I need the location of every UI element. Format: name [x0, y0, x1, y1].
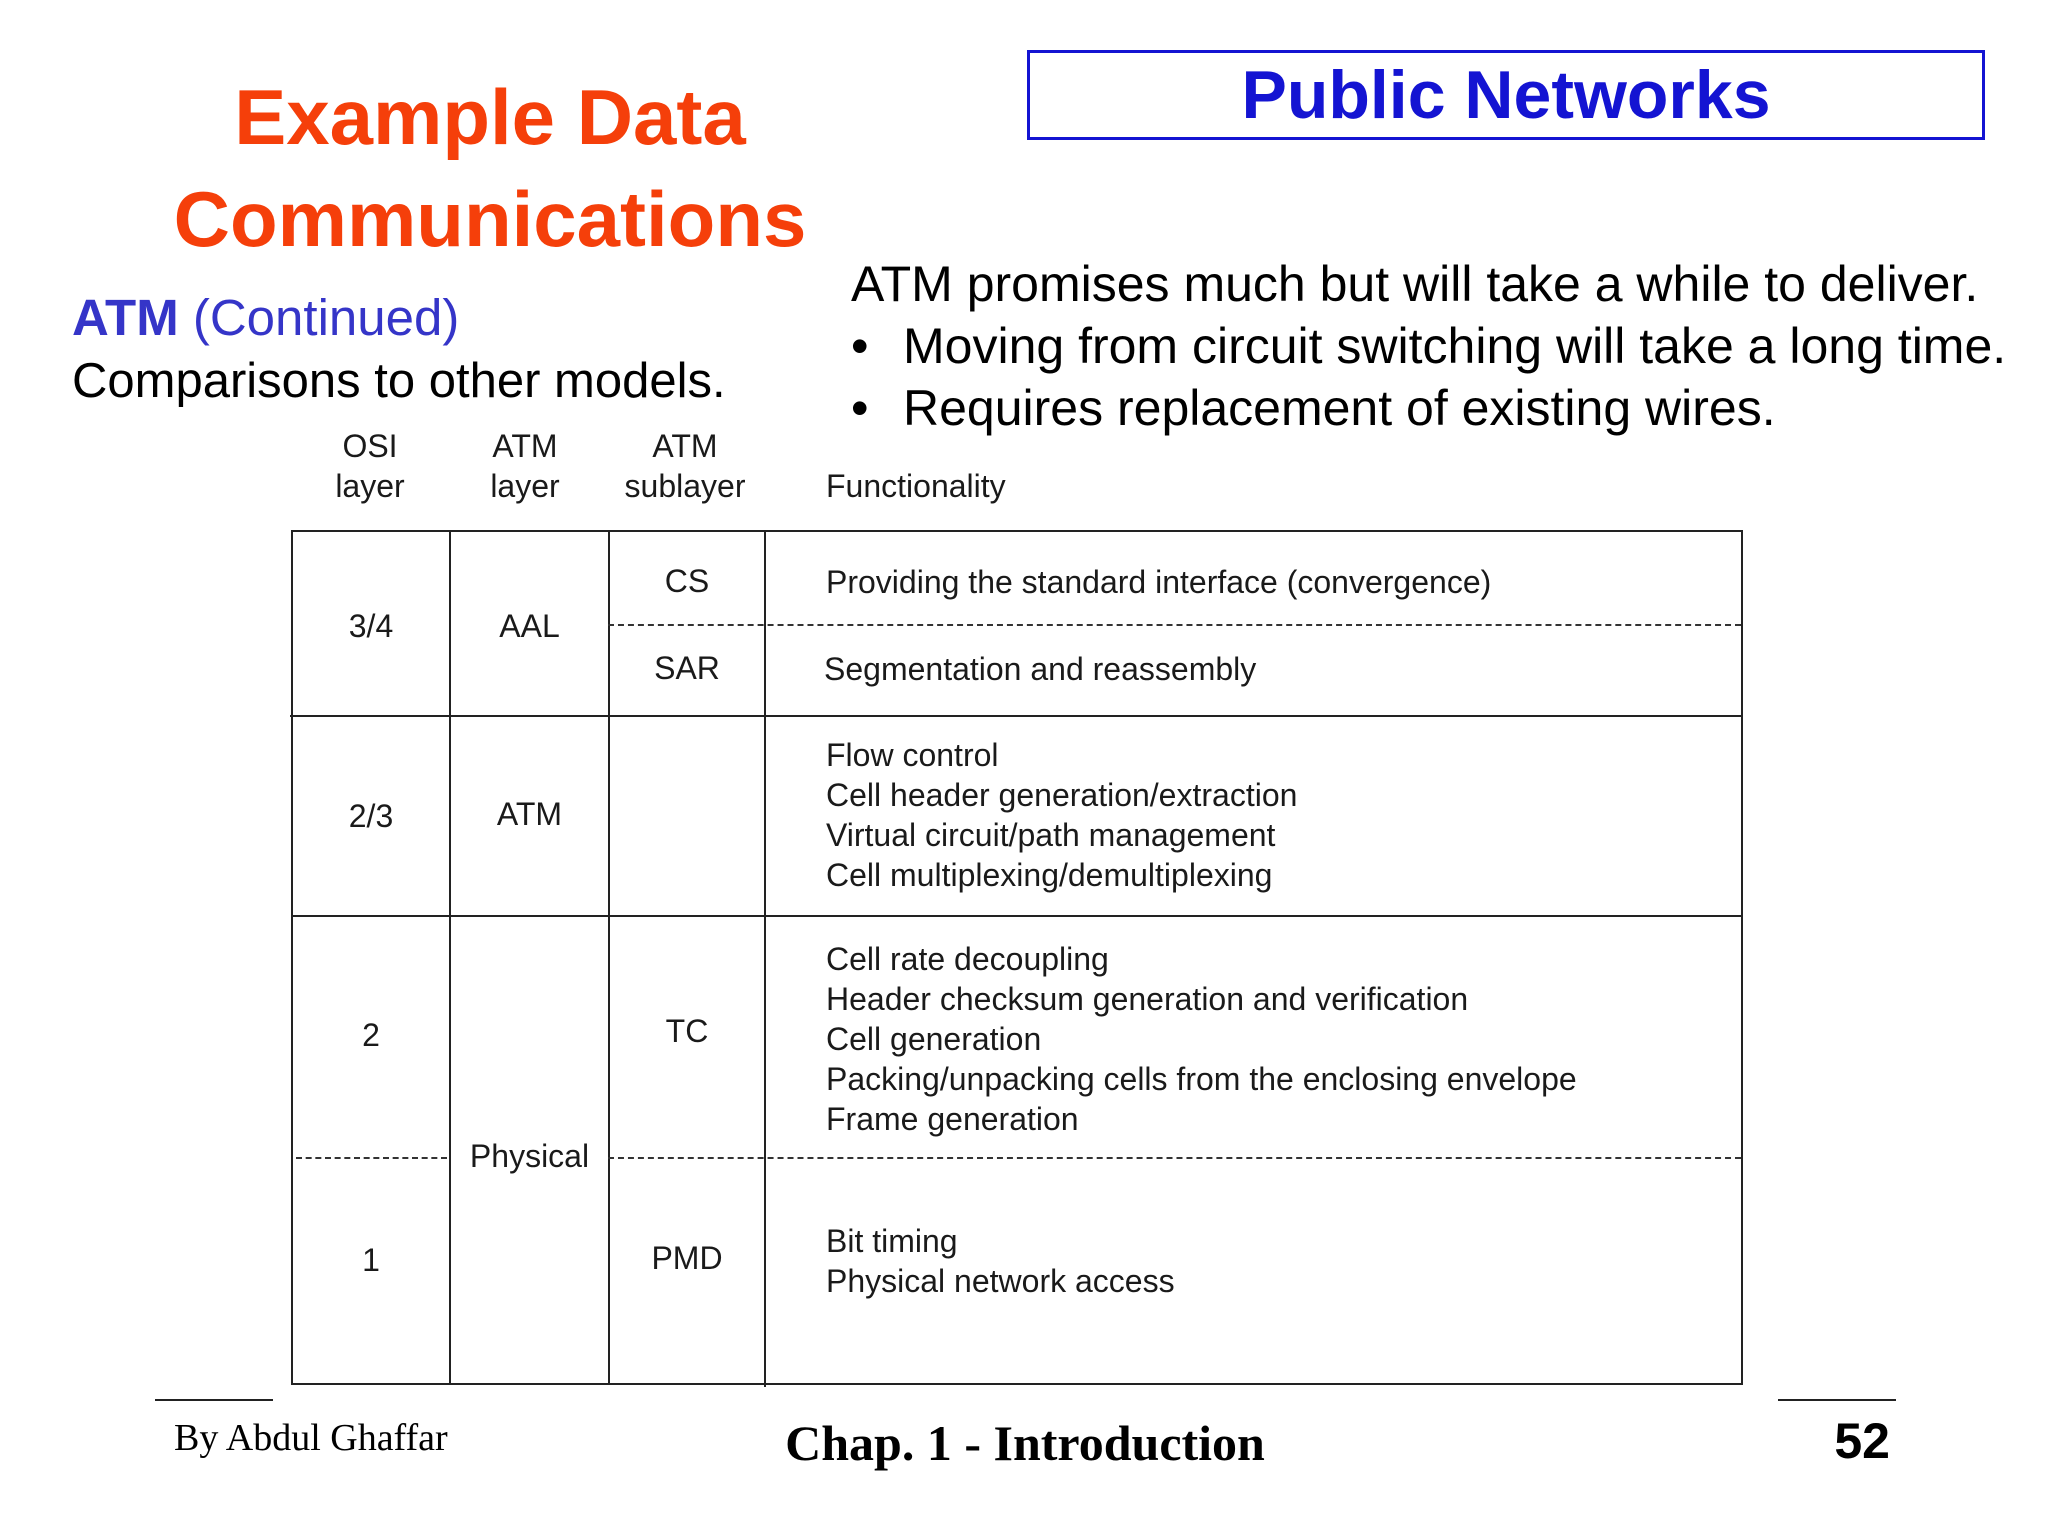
function-line: Cell multiplexing/demultiplexing: [826, 857, 1273, 893]
footer-chapter: Chap. 1 - Introduction: [785, 1415, 1265, 1471]
osi-layer-cell: 2: [362, 1017, 380, 1053]
function-line: Cell generation: [826, 1021, 1042, 1057]
header-atm-layer-line2: layer: [490, 468, 560, 504]
sublayer-cell: SAR: [654, 650, 720, 686]
bullet-text: Requires replacement of existing wires.: [903, 380, 1776, 436]
osi-layer-cell: 1: [362, 1242, 380, 1278]
functionality-cell-pmd: [826, 1221, 1175, 1301]
function-line: Bit timing: [826, 1223, 958, 1259]
header-sublayer-line2: sublayer: [624, 468, 746, 504]
functionality-cell-cs: [826, 562, 1491, 602]
header-atm-layer: [455, 426, 595, 506]
dashed-divider-osi: [296, 1157, 447, 1159]
topic-heading: [72, 288, 459, 348]
sublayer-cell: CS: [664, 563, 710, 599]
functionality-cell-sar: [824, 649, 1256, 689]
header-osi-line1: OSI: [342, 428, 398, 464]
function-line: Virtual circuit/path management: [826, 817, 1276, 853]
function-line: Packing/unpacking cells from the enclosing envelope: [826, 1061, 1577, 1097]
slide-title: [100, 66, 880, 270]
header-functionality: Functionality: [826, 468, 1006, 504]
functionality-cell-atm: [826, 735, 1297, 895]
dashed-divider-cs-sar: [608, 624, 1741, 626]
section-label-box: [1027, 50, 1985, 140]
subtitle: Comparisons to other models.: [72, 354, 726, 408]
footer-rule-right: [1778, 1399, 1896, 1401]
function-line: Providing the standard interface (convergence): [826, 564, 1492, 600]
bullet-text: Moving from circuit switching will take a long time.: [903, 318, 2007, 374]
header-osi-line2: layer: [335, 468, 405, 504]
function-line: Physical network access: [826, 1263, 1175, 1299]
function-line: Header checksum generation and verification: [826, 981, 1469, 1017]
function-line: Flow control: [826, 737, 999, 773]
header-sublayer-line1: ATM: [652, 428, 718, 464]
sublayer-cell: PMD: [651, 1240, 723, 1276]
atm-layer-cell: AAL: [499, 608, 560, 644]
table-border-bottom: [292, 1383, 1742, 1385]
intro-text: ATM promises much but will take a while to deliver.: [851, 256, 1979, 312]
function-line: Cell rate decoupling: [826, 941, 1109, 977]
header-atm-sublayer: [605, 426, 765, 506]
bullet-glyph: •: [851, 318, 869, 374]
row-divider: [292, 915, 1742, 917]
header-osi-layer: [300, 426, 440, 506]
footer-author: By Abdul Ghaffar: [174, 1417, 448, 1459]
function-line: Segmentation and reassembly: [824, 651, 1257, 687]
table-border-top: [292, 530, 1742, 532]
function-line: Cell header generation/extraction: [826, 777, 1298, 813]
column-divider: [764, 530, 766, 1387]
table-border-right: [1741, 530, 1743, 1385]
sublayer-cell: TC: [665, 1013, 709, 1049]
page-number: 52: [1834, 1413, 1890, 1469]
header-atm-layer-line1: ATM: [492, 428, 558, 464]
functionality-cell-tc: [826, 939, 1577, 1139]
section-label: Public Networks: [1241, 57, 1771, 133]
atm-layer-cell: ATM: [496, 796, 563, 832]
bullet-item: [851, 316, 2006, 376]
atm-layer-cell: Physical: [451, 1136, 608, 1176]
osi-layer-cell: 3/4: [348, 608, 394, 644]
row-divider: [290, 715, 1742, 717]
title-line-1: Example Data: [234, 73, 746, 161]
function-line: Frame generation: [826, 1101, 1079, 1137]
bullet-item: [851, 378, 1776, 438]
topic-rest: (Continued): [178, 289, 460, 346]
bullet-glyph: •: [851, 380, 869, 436]
footer-rule-left: [155, 1399, 273, 1401]
osi-layer-cell: 2/3: [348, 798, 394, 834]
dashed-divider-tc-pmd: [608, 1157, 1741, 1159]
topic-bold: ATM: [72, 289, 179, 346]
title-line-2: Communications: [173, 175, 807, 263]
